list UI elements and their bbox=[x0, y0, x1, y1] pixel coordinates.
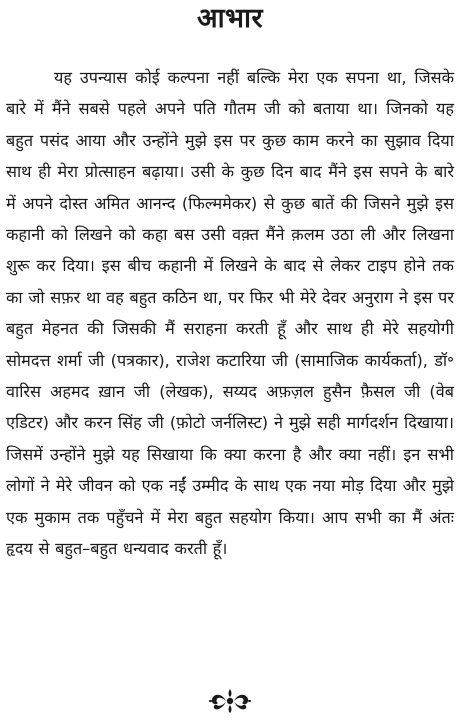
ornament-container bbox=[0, 686, 460, 716]
acknowledgement-paragraph: यह उपन्यास कोई कल्पना नहीं बल्कि मेरा एक सपना था, जिसके बारे में मैंने सबसे पहले अपने पति गौतम जी को बताया था। जिनको यह बहुत पसंद आया और उन्होंने मुझे इस पर कुछ काम करने का सुझाव दिया साथ ही मेरा प्रोत्साहन बढ़ाया। उसी के कुछ दिन बाद मैंने इस सपने के बारे में अपने दोस्त अमित आनन्द (फिल्ममेकर) से कुछ बातें की जिसने मुझे इस कहानी को लिखने को कहा बस उसी वक़्त मैंने क़लम उठा ली और लिखना शुरू कर दिया। इस बीच कहानी में लिखने के बाद से लेकर टाइप होने तक का जो सफ़र था वह बहुत कठिन था, पर फिर भी मेरे देवर अनुराग ने इस पर बहुत मेहनत की जिसकी मैं सराहना करती हूँ और साथ ही मेरे सहयोगी सोमदत्त शर्मा जी (पत्रकार), राजेश कटारिया जी (सामाजिक कार्यकर्ता), डॉ॰ वारिस अहमद ख़ान जी (लेखक), सय्यद अफ़ज़ल हुसैन फ़ैसल जी (वेब एडिटर) और करन सिंह जी (फ़ोटो जर्नलिस्ट) ने मुझे सही मार्गदर्शन दिखाया। जिसमें उन्होंने मुझे यह सिखाया कि क्या करना है और क्या नहीं। इन सभी लोगों ने मेरे जीवन को एक नईं उम्मीद के साथ एक नया मोड़ दिया और मुझे एक मुकाम तक पहुँचने में मेरा बहुत सहयोग किया। आप सभी का मैं अंतः हृदय से बहुत–बहुत धन्यवाद करती हूँ। bbox=[6, 68, 454, 559]
floral-ornament-icon bbox=[208, 687, 252, 715]
page-title: आभार bbox=[196, 3, 264, 34]
